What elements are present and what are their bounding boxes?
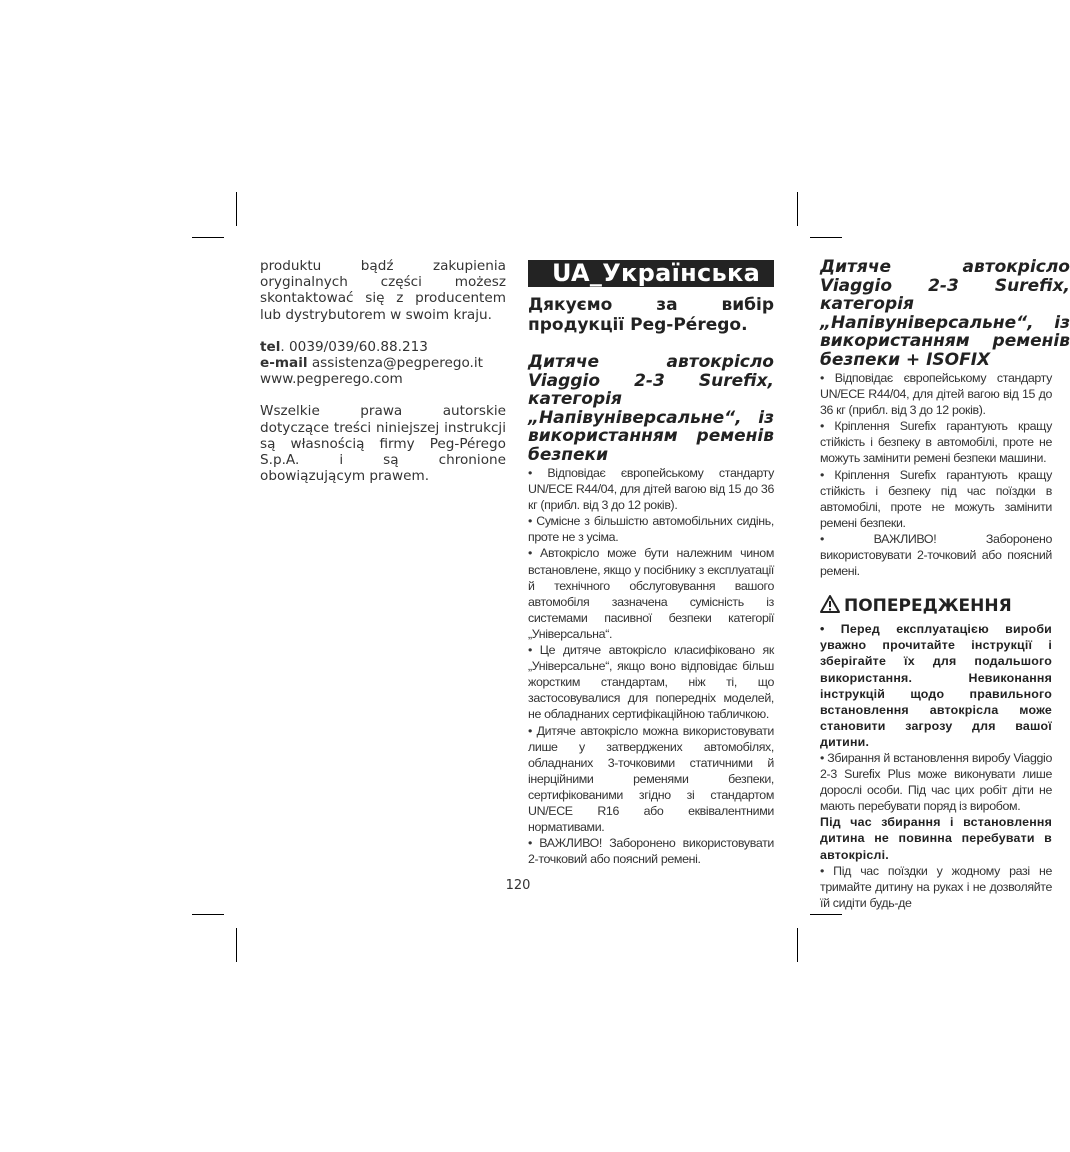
phone-number: . 0039/039/60.88.213 xyxy=(280,338,428,355)
crop-mark xyxy=(236,192,237,226)
crop-mark xyxy=(810,237,842,238)
warning-triangle-icon xyxy=(820,595,840,619)
page-number: 120 xyxy=(505,878,531,893)
crop-mark xyxy=(192,914,224,915)
assembly-child-warning: Під час збирання і встановлення дитина не повинна перебувати в автокріслі. xyxy=(820,815,1052,862)
contact-phone xyxy=(260,339,506,355)
contact-email xyxy=(260,355,506,371)
bullet-compatibility: • Сумісне з більшістю автомобільних сидінь, проте не з усіма. xyxy=(528,514,774,545)
bullet-approved-vehicles: • Дитяче автокрісло можна використовувати лише у затверджених автомобілях, обладнаних 3-точковими статичними й інерційними ременями безпеки, сертифікованими згідно зі стандартом UN/ECE R16 або еквівалентними нормативами. xyxy=(528,723,774,835)
assembly-note: • Збирання й встановлення виробу Viaggio 2-3 Surefix Plus може виконувати лише дорослі особи. Під час цих робіт діти не мають перебувати поряд із виробом. xyxy=(820,750,1052,814)
isofix-column xyxy=(820,257,1070,910)
bullet-standard: • Відповідає європейському стандарту UN/ECE R44/04, для дітей вагою від 15 до 36 кг (прибл. від 3 до 12 років). xyxy=(528,466,774,513)
bullet-installation: • Автокрісло може бути належним чином встановлене, якщо у посібнику з експлуатації й технічного обслуговування вашого автомобіля зазначена сумісність із системами пасивної безпеки категорії „Універсальна“. xyxy=(528,546,774,641)
isofix-bullet-important: • ВАЖЛИВО! Заборонено використовувати 2-точковий або поясний ремені. xyxy=(820,531,1052,579)
warning-read-instructions: • Перед експлуатацією вироби уважно прочитайте інструкції і зберігайте їх для подальшого використання. Невиконання інструкцій щодо правильного встановлення автокрісла може становити загрозу для вашої дитини. xyxy=(820,622,1052,749)
warning-heading xyxy=(820,595,1034,619)
email-label: e-mail xyxy=(260,355,308,372)
website-url: www.pegperego.com xyxy=(260,371,403,388)
isofix-bullet-safety: • Кріплення Surefix гарантують кращу стійкість і безпеку під час поїздки в автомобілі, проте не можуть замінити ремені безпеки. xyxy=(820,467,1052,530)
isofix-bullet-stability: • Кріплення Surefix гарантують кращу стійкість і безпеку в автомобілі, проте не можуть замінити ремені безпеки машини. xyxy=(820,419,1052,466)
thanks-heading: Дякуємо за вибір продукції Peg-Pérego. xyxy=(528,295,774,335)
crop-mark xyxy=(192,237,224,238)
crop-mark xyxy=(236,928,237,962)
warning-title: ПОПЕРЕДЖЕННЯ xyxy=(844,596,1012,617)
travel-warning: • Під час поїздки у жодному разі не тримайте дитину на руках і не дозволяйте їй сидіти будь-де xyxy=(820,863,1052,910)
polish-column xyxy=(260,258,506,500)
ukrainian-column xyxy=(528,260,774,867)
crop-mark xyxy=(797,192,798,226)
product-subheading: Дитяче автокрісло Viaggio 2-3 Surefix, категорія „Напівуніверсальне“, із використанням ременів безпеки xyxy=(528,352,774,465)
bullet-universal: • Це дитяче автокрісло класифіковано як „Універсальне“, якщо воно відповідає більш жорстким стандартам, ніж ті, що застосовувалися для попередніх моделей, не обладнаних сертифікаційною табличкою. xyxy=(528,643,774,722)
isofix-bullet-standard: • Відповідає європейському стандарту UN/ECE R44/04, для дітей вагою від 15 до 36 кг (прибл. від 3 до 12 років). xyxy=(820,371,1052,418)
language-header: UA_Українська xyxy=(528,260,774,287)
copyright-notice: Wszelkie prawa autorskie dotyczące treści niniejszej instrukcji są własnością firmy Peg-Pérego S.p.A. i są chronione obowiązującym prawem. xyxy=(260,403,506,485)
crop-mark xyxy=(810,914,842,915)
bullet-important: • ВАЖЛИВО! Заборонено використовувати 2-точковий або поясний ремені. xyxy=(528,836,774,867)
phone-label: tel xyxy=(260,338,281,355)
crop-mark xyxy=(797,928,798,962)
email-address: assistenza@pegperego.it xyxy=(307,355,483,372)
contact-intro: produktu bądź zakupienia oryginalnych części możesz skontaktować się z producentem lub dystrybutorem w swoim kraju. xyxy=(260,258,506,323)
isofix-subheading: Дитяче автокрісло Viaggio 2-3 Surefix, категорія „Напівуніверсальне“, із використанням ременів безпеки + ISOFIX xyxy=(820,257,1070,370)
